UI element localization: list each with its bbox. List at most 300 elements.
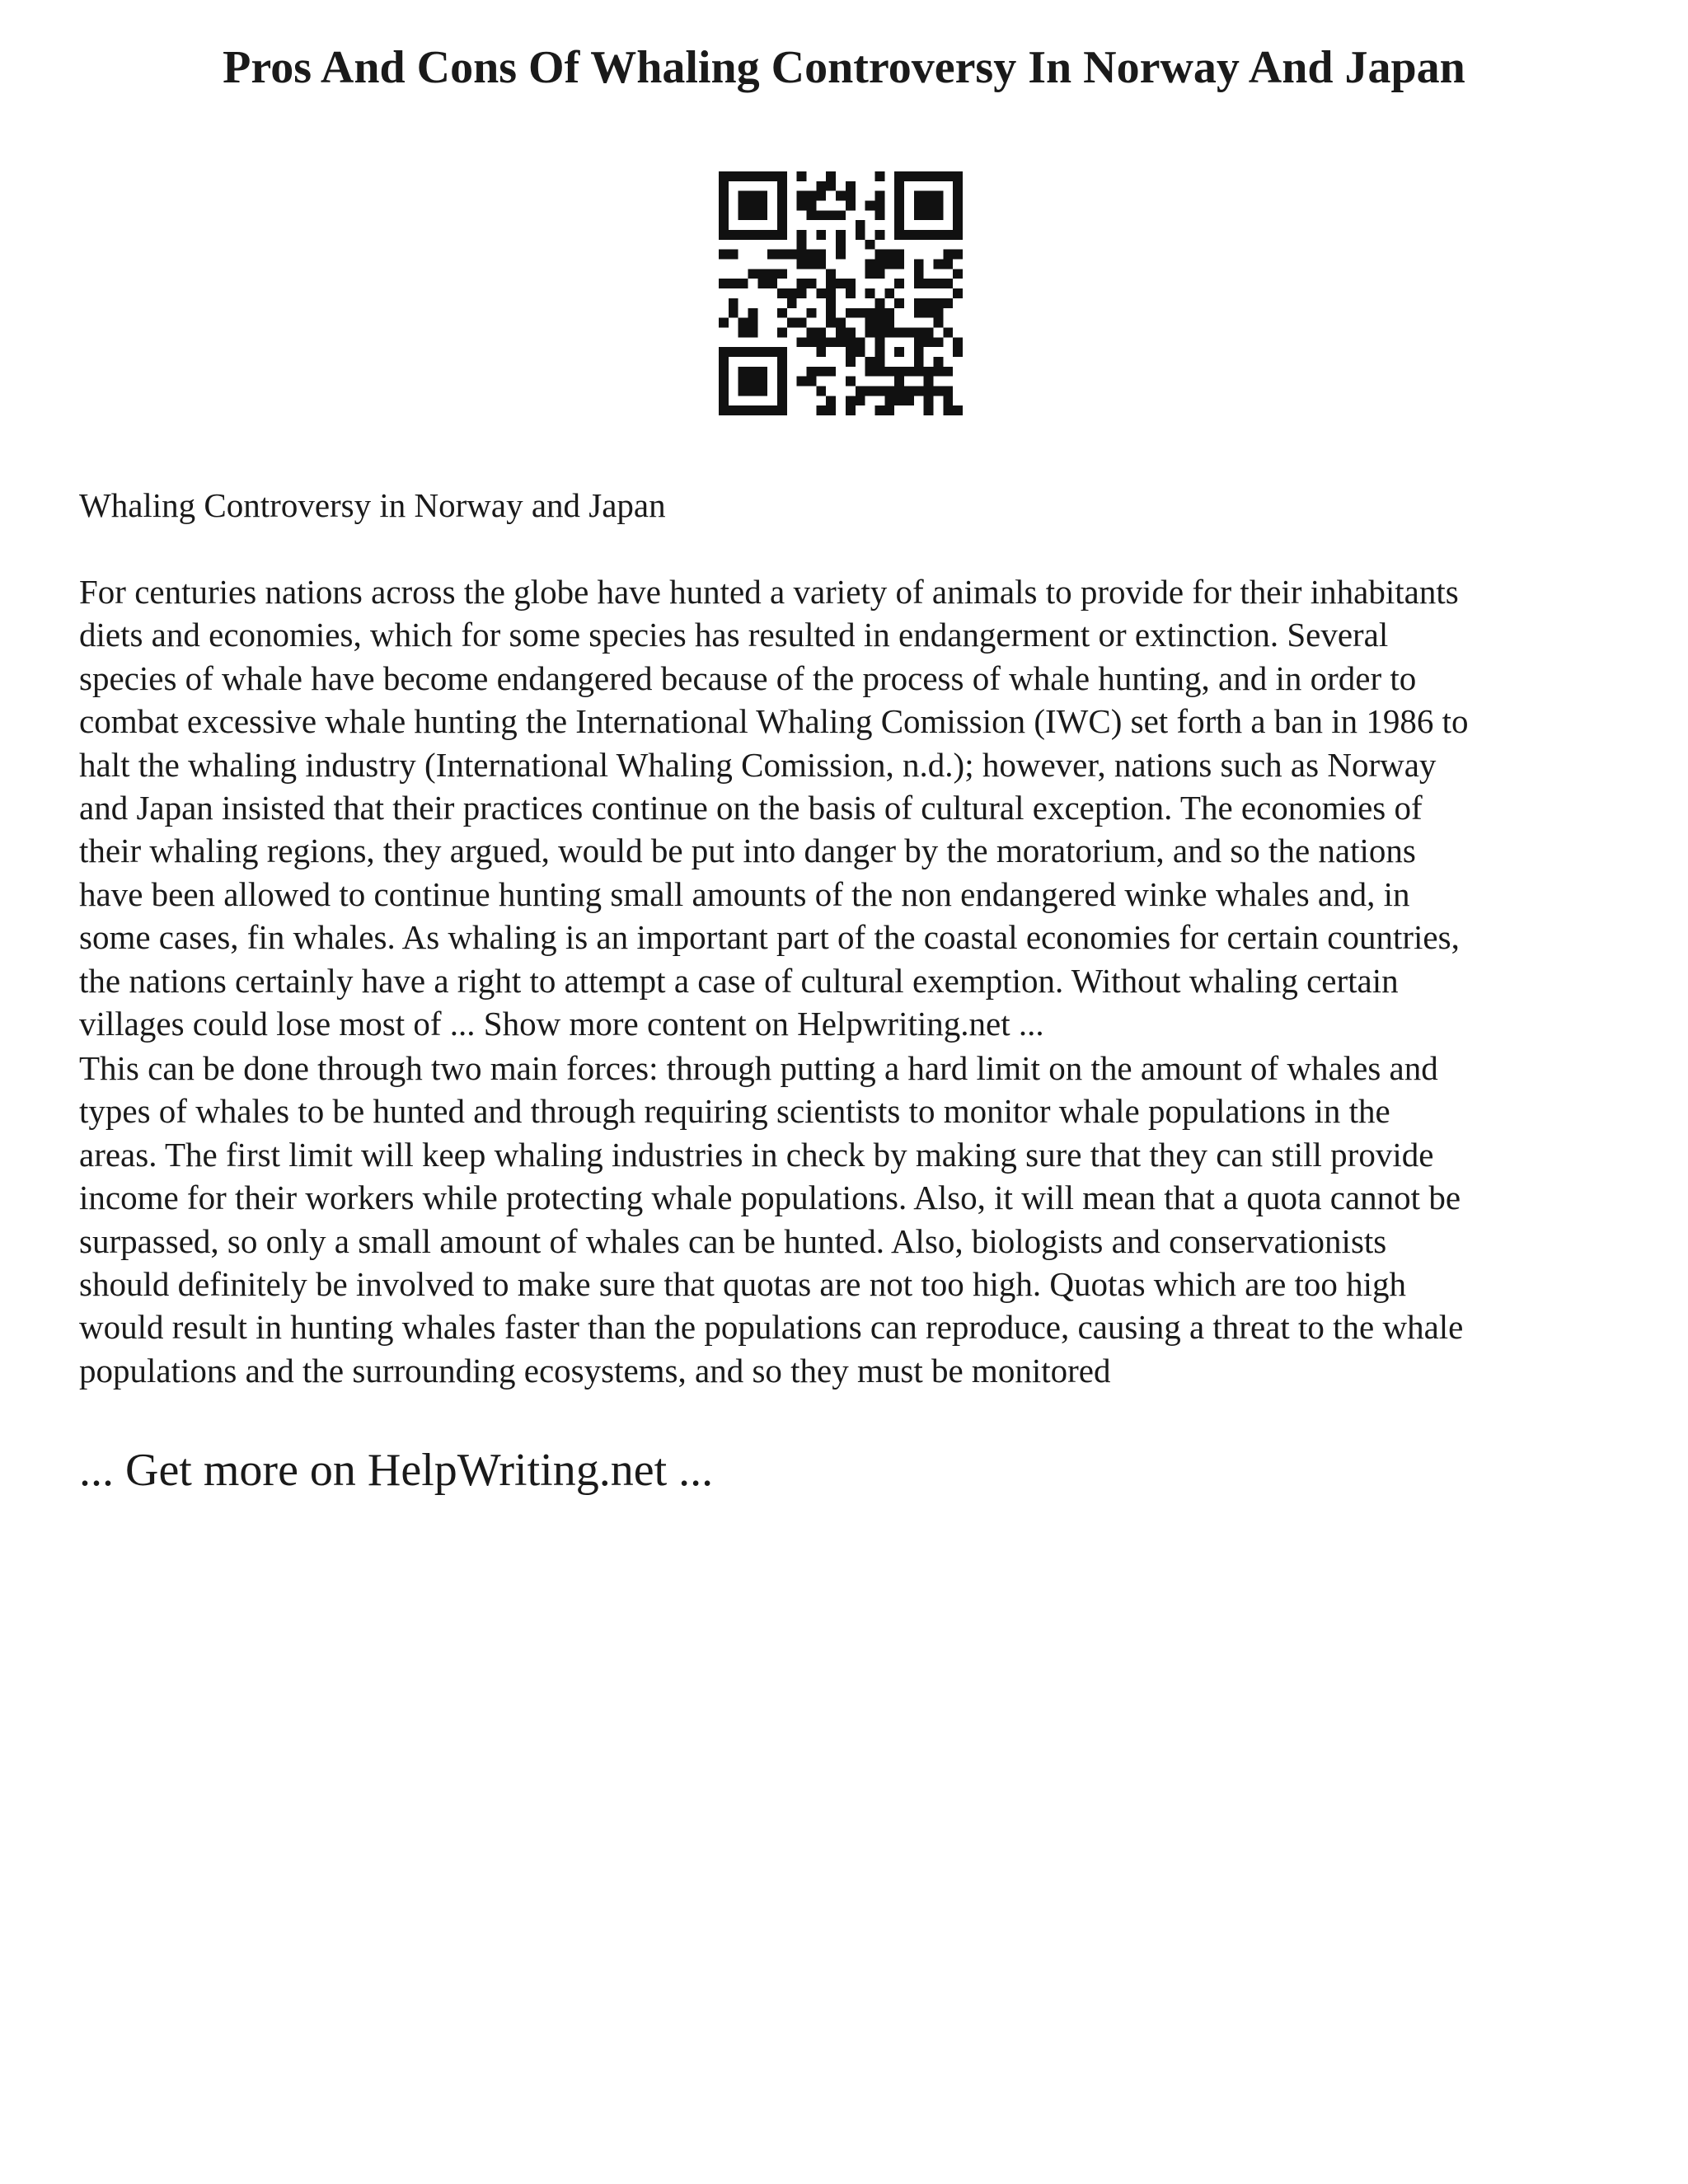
qr-module (943, 386, 953, 396)
qr-module (856, 386, 865, 396)
paragraph-line-show-more[interactable]: villages could lose most of ... Show more content on Helpwriting.net ... (79, 1005, 1044, 1043)
qr-module (807, 377, 817, 387)
qr-module (719, 191, 729, 201)
qr-module (856, 308, 865, 318)
qr-module (884, 327, 894, 337)
qr-module (816, 347, 826, 357)
qr-module (777, 220, 787, 230)
qr-module (904, 367, 914, 377)
qr-module (836, 337, 846, 347)
qr-module (894, 396, 904, 405)
qr-code-icon[interactable] (719, 171, 963, 415)
qr-module (924, 191, 934, 201)
qr-module (874, 327, 884, 337)
qr-module (943, 298, 953, 308)
qr-module (719, 171, 729, 181)
qr-module (924, 201, 934, 211)
qr-module (767, 171, 777, 181)
qr-module (777, 405, 787, 415)
qr-module (914, 347, 924, 357)
qr-module (943, 230, 953, 240)
qr-module (846, 201, 856, 211)
qr-module (865, 367, 875, 377)
qr-module (894, 279, 904, 288)
paragraph-line: would result in hunting whales faster than the populations can reproduce, causing a threat to the whale (79, 1308, 1464, 1347)
qr-module (874, 171, 884, 181)
qr-module (846, 308, 856, 318)
qr-module (748, 230, 758, 240)
qr-module (787, 298, 797, 308)
qr-module (748, 201, 758, 211)
qr-module (914, 201, 924, 211)
qr-module (894, 386, 904, 396)
qr-module (904, 386, 914, 396)
qr-module (846, 337, 856, 347)
qr-module (933, 191, 943, 201)
qr-module (719, 396, 729, 405)
qr-module (777, 396, 787, 405)
qr-module (904, 171, 914, 181)
qr-module (924, 327, 934, 337)
qr-module (914, 269, 924, 279)
qr-module (894, 191, 904, 201)
qr-module (807, 260, 817, 269)
qr-module (884, 288, 894, 298)
page-title: Pros And Cons Of Whaling Controversy In Norway And Japan (223, 42, 1465, 93)
qr-module (953, 337, 963, 347)
qr-module (933, 279, 943, 288)
qr-module (914, 230, 924, 240)
qr-module (816, 367, 826, 377)
qr-module (738, 201, 748, 211)
qr-module (787, 288, 797, 298)
qr-module (884, 405, 894, 415)
qr-module (738, 405, 748, 415)
qr-module (874, 230, 884, 240)
qr-module (729, 298, 738, 308)
qr-module (924, 279, 934, 288)
qr-module (836, 318, 846, 328)
qr-module (797, 279, 807, 288)
qr-module (933, 386, 943, 396)
qr-module (924, 230, 934, 240)
qr-module (933, 210, 943, 220)
qr-module (797, 337, 807, 347)
qr-module (865, 308, 875, 318)
qr-module (933, 260, 943, 269)
qr-module (924, 171, 934, 181)
paragraph-line: types of whales to be hunted and through requiring scientists to monitor whale populations in the (79, 1092, 1390, 1131)
qr-module (807, 327, 817, 337)
qr-module (943, 327, 953, 337)
qr-module (777, 377, 787, 387)
qr-module (738, 347, 748, 357)
qr-module (856, 230, 865, 240)
qr-module (816, 386, 826, 396)
qr-module (738, 230, 748, 240)
qr-module (719, 405, 729, 415)
qr-module (826, 171, 836, 181)
qr-module (797, 288, 807, 298)
qr-module (729, 230, 738, 240)
qr-module (846, 288, 856, 298)
qr-module (738, 191, 748, 201)
qr-module (924, 405, 934, 415)
qr-module (846, 181, 856, 191)
qr-module (874, 250, 884, 260)
qr-module (757, 279, 767, 288)
paragraph-2 (79, 1047, 1629, 1392)
qr-module (816, 288, 826, 298)
qr-module (826, 318, 836, 328)
qr-module (874, 260, 884, 269)
qr-module (904, 327, 914, 337)
qr-module (933, 230, 943, 240)
qr-module (856, 220, 865, 230)
qr-module (924, 337, 934, 347)
qr-module (874, 191, 884, 201)
qr-module (738, 377, 748, 387)
qr-module (748, 308, 758, 318)
qr-module (767, 269, 777, 279)
qr-module (924, 367, 934, 377)
qr-module (894, 210, 904, 220)
qr-module (865, 288, 875, 298)
qr-module (719, 250, 729, 260)
qr-module (836, 210, 846, 220)
paragraph-line: combat excessive whale hunting the International Whaling Comission (IWC) set forth a ban in 1986 to (79, 702, 1469, 741)
qr-module (729, 279, 738, 288)
qr-module (797, 171, 807, 181)
qr-module (953, 405, 963, 415)
qr-module (816, 260, 826, 269)
qr-module (807, 191, 817, 201)
qr-module (757, 201, 767, 211)
qr-module (924, 396, 934, 405)
qr-module (719, 347, 729, 357)
qr-module (757, 367, 767, 377)
paragraph-line: populations and the surrounding ecosystems, and so they must be monitored (79, 1351, 1111, 1390)
qr-module (757, 377, 767, 387)
qr-module (777, 191, 787, 201)
qr-module (914, 171, 924, 181)
qr-module (846, 347, 856, 357)
qr-module (894, 201, 904, 211)
paragraph-line: should definitely be involved to make sure that quotas are not too high. Quotas which are too high (79, 1265, 1407, 1304)
qr-module (865, 240, 875, 250)
qr-module (914, 191, 924, 201)
qr-module (953, 191, 963, 201)
qr-module (826, 288, 836, 298)
qr-module (924, 298, 934, 308)
qr-module (874, 367, 884, 377)
qr-module (884, 318, 894, 328)
qr-module (807, 210, 817, 220)
qr-module (719, 230, 729, 240)
qr-module (719, 210, 729, 220)
qr-module (846, 405, 856, 415)
qr-module (797, 230, 807, 240)
qr-module (738, 318, 748, 328)
qr-module (807, 367, 817, 377)
qr-module (757, 386, 767, 396)
qr-module (874, 269, 884, 279)
qr-module (914, 367, 924, 377)
qr-module (894, 327, 904, 337)
qr-module (865, 269, 875, 279)
qr-module (777, 181, 787, 191)
qr-module (816, 337, 826, 347)
paragraph-line: diets and economies, which for some species has resulted in endangerment or extinction. Several (79, 616, 1389, 654)
qr-module (914, 337, 924, 347)
qr-module (777, 250, 787, 260)
paragraph-line: For centuries nations across the globe have hunted a variety of animals to provide for their inhabitants (79, 573, 1459, 611)
qr-module (943, 367, 953, 377)
qr-module (748, 347, 758, 357)
qr-module (797, 240, 807, 250)
qr-module (719, 220, 729, 230)
paragraph-line: areas. The first limit will keep whaling industries in check by making sure that they can still provide (79, 1135, 1434, 1174)
qr-module (924, 386, 934, 396)
paragraph-line: halt the whaling industry (International Whaling Comission, n.d.); however, nations such as Norway (79, 745, 1437, 784)
qr-module (807, 250, 817, 260)
qr-module (874, 337, 884, 347)
qr-module (933, 201, 943, 211)
qr-module (894, 367, 904, 377)
qr-module (943, 279, 953, 288)
qr-module (777, 367, 787, 377)
qr-module (738, 327, 748, 337)
qr-module (914, 327, 924, 337)
paragraph-line: This can be done through two main forces: through putting a hard limit on the amount of whales and (79, 1049, 1438, 1087)
qr-module (777, 327, 787, 337)
qr-module (777, 171, 787, 181)
qr-module (767, 347, 777, 357)
qr-module (933, 298, 943, 308)
qr-module (748, 318, 758, 328)
qr-module (884, 250, 894, 260)
qr-module (953, 250, 963, 260)
qr-module (943, 405, 953, 415)
qr-module (856, 347, 865, 357)
qr-module (757, 210, 767, 220)
qr-module (836, 250, 846, 260)
qr-module (953, 347, 963, 357)
qr-module (894, 171, 904, 181)
qr-module (826, 181, 836, 191)
qr-module (719, 357, 729, 367)
qr-module (884, 386, 894, 396)
paragraph-line: surpassed, so only a small amount of whales can be hunted. Also, biologists and conservationists (79, 1221, 1387, 1260)
qr-module (914, 386, 924, 396)
qr-module (894, 298, 904, 308)
qr-module (894, 220, 904, 230)
qr-module (884, 260, 894, 269)
qr-module (894, 260, 904, 269)
qr-module (865, 260, 875, 269)
qr-module (865, 327, 875, 337)
qr-module (874, 405, 884, 415)
qr-module (777, 347, 787, 357)
qr-module (729, 171, 738, 181)
qr-module (797, 260, 807, 269)
qr-module (914, 357, 924, 367)
paragraph-line: and Japan insisted that their practices continue on the basis of cultural exception. The economies of (79, 789, 1423, 827)
qr-module (807, 337, 817, 347)
qr-module (836, 279, 846, 288)
qr-module (826, 367, 836, 377)
qr-module (719, 201, 729, 211)
qr-module (767, 250, 777, 260)
get-more-link[interactable]: ... Get more on HelpWriting.net ... (79, 1445, 714, 1496)
qr-module (894, 347, 904, 357)
qr-module (787, 250, 797, 260)
qr-module (816, 181, 826, 191)
qr-module (816, 327, 826, 337)
qr-module (777, 386, 787, 396)
qr-module (748, 405, 758, 415)
qr-module (797, 201, 807, 211)
qr-module (933, 367, 943, 377)
qr-module (884, 396, 894, 405)
qr-module (757, 269, 767, 279)
qr-module (767, 279, 777, 288)
paragraph-line: the nations certainly have a right to attempt a case of cultural exemption. Without whaling certain (79, 961, 1399, 1000)
qr-module (826, 269, 836, 279)
qr-module (914, 279, 924, 288)
qr-module (924, 377, 934, 387)
qr-module (846, 191, 856, 201)
qr-module (846, 279, 856, 288)
qr-module (807, 279, 817, 288)
qr-module (757, 191, 767, 201)
qr-module (738, 210, 748, 220)
qr-module (953, 210, 963, 220)
qr-module (894, 250, 904, 260)
qr-module (748, 191, 758, 201)
qr-module (953, 288, 963, 298)
qr-module (748, 269, 758, 279)
qr-module (719, 367, 729, 377)
qr-module (777, 230, 787, 240)
paragraph-1 (79, 570, 1629, 1045)
qr-module (856, 337, 865, 347)
qr-module (797, 250, 807, 260)
qr-module (924, 308, 934, 318)
qr-module (729, 347, 738, 357)
qr-module (748, 386, 758, 396)
qr-module (729, 250, 738, 260)
qr-module (757, 171, 767, 181)
qr-module (816, 230, 826, 240)
qr-module (953, 201, 963, 211)
qr-module (874, 201, 884, 211)
paragraph-line: have been allowed to continue hunting small amounts of the non endangered winke whales and, in (79, 874, 1410, 913)
qr-module (953, 230, 963, 240)
qr-module (757, 347, 767, 357)
qr-module (826, 279, 836, 288)
qr-module (816, 191, 826, 201)
qr-module (836, 240, 846, 250)
qr-module (953, 220, 963, 230)
qr-module (719, 386, 729, 396)
qr-module (904, 396, 914, 405)
qr-module (797, 377, 807, 387)
qr-module (748, 327, 758, 337)
paragraph-line: some cases, fin whales. As whaling is an important part of the coastal economies for certain countries, (79, 918, 1460, 957)
qr-module (826, 396, 836, 405)
qr-module (865, 201, 875, 211)
qr-module (807, 308, 817, 318)
qr-module (777, 308, 787, 318)
qr-module (738, 386, 748, 396)
qr-module (943, 260, 953, 269)
qr-module (865, 386, 875, 396)
qr-module (846, 377, 856, 387)
qr-module (924, 210, 934, 220)
qr-module (787, 318, 797, 328)
qr-module (914, 210, 924, 220)
qr-module (953, 269, 963, 279)
qr-module (914, 308, 924, 318)
paragraph-line: income for their workers while protecting whale populations. Also, it will mean that a quota cannot be (79, 1179, 1461, 1217)
qr-module (826, 405, 836, 415)
qr-module (757, 230, 767, 240)
qr-module (777, 288, 787, 298)
qr-module (904, 230, 914, 240)
qr-module (816, 405, 826, 415)
qr-module (748, 171, 758, 181)
qr-module (719, 377, 729, 387)
qr-module (884, 308, 894, 318)
qr-module (933, 318, 943, 328)
qr-module (894, 230, 904, 240)
qr-module (856, 396, 865, 405)
qr-module (874, 347, 884, 357)
qr-module (767, 230, 777, 240)
qr-module (777, 201, 787, 211)
qr-module (738, 171, 748, 181)
qr-module (738, 367, 748, 377)
qr-module (846, 327, 856, 337)
qr-module (719, 181, 729, 191)
qr-module (807, 201, 817, 211)
qr-module (767, 405, 777, 415)
qr-module (777, 269, 787, 279)
document-subtitle: Whaling Controversy in Norway and Japan (79, 486, 666, 524)
qr-module (933, 171, 943, 181)
qr-module (748, 210, 758, 220)
qr-module (933, 308, 943, 318)
qr-module (874, 386, 884, 396)
qr-module (826, 337, 836, 347)
qr-module (836, 191, 846, 201)
qr-module (846, 396, 856, 405)
qr-module (836, 327, 846, 337)
qr-module (719, 318, 729, 328)
qr-module (894, 377, 904, 387)
qr-module (865, 357, 875, 367)
qr-module (738, 279, 748, 288)
qr-module (748, 367, 758, 377)
qr-module (757, 405, 767, 415)
qr-module (874, 318, 884, 328)
qr-module (826, 308, 836, 318)
qr-module (884, 367, 894, 377)
qr-module (943, 171, 953, 181)
qr-module (874, 298, 884, 308)
qr-module (914, 260, 924, 269)
